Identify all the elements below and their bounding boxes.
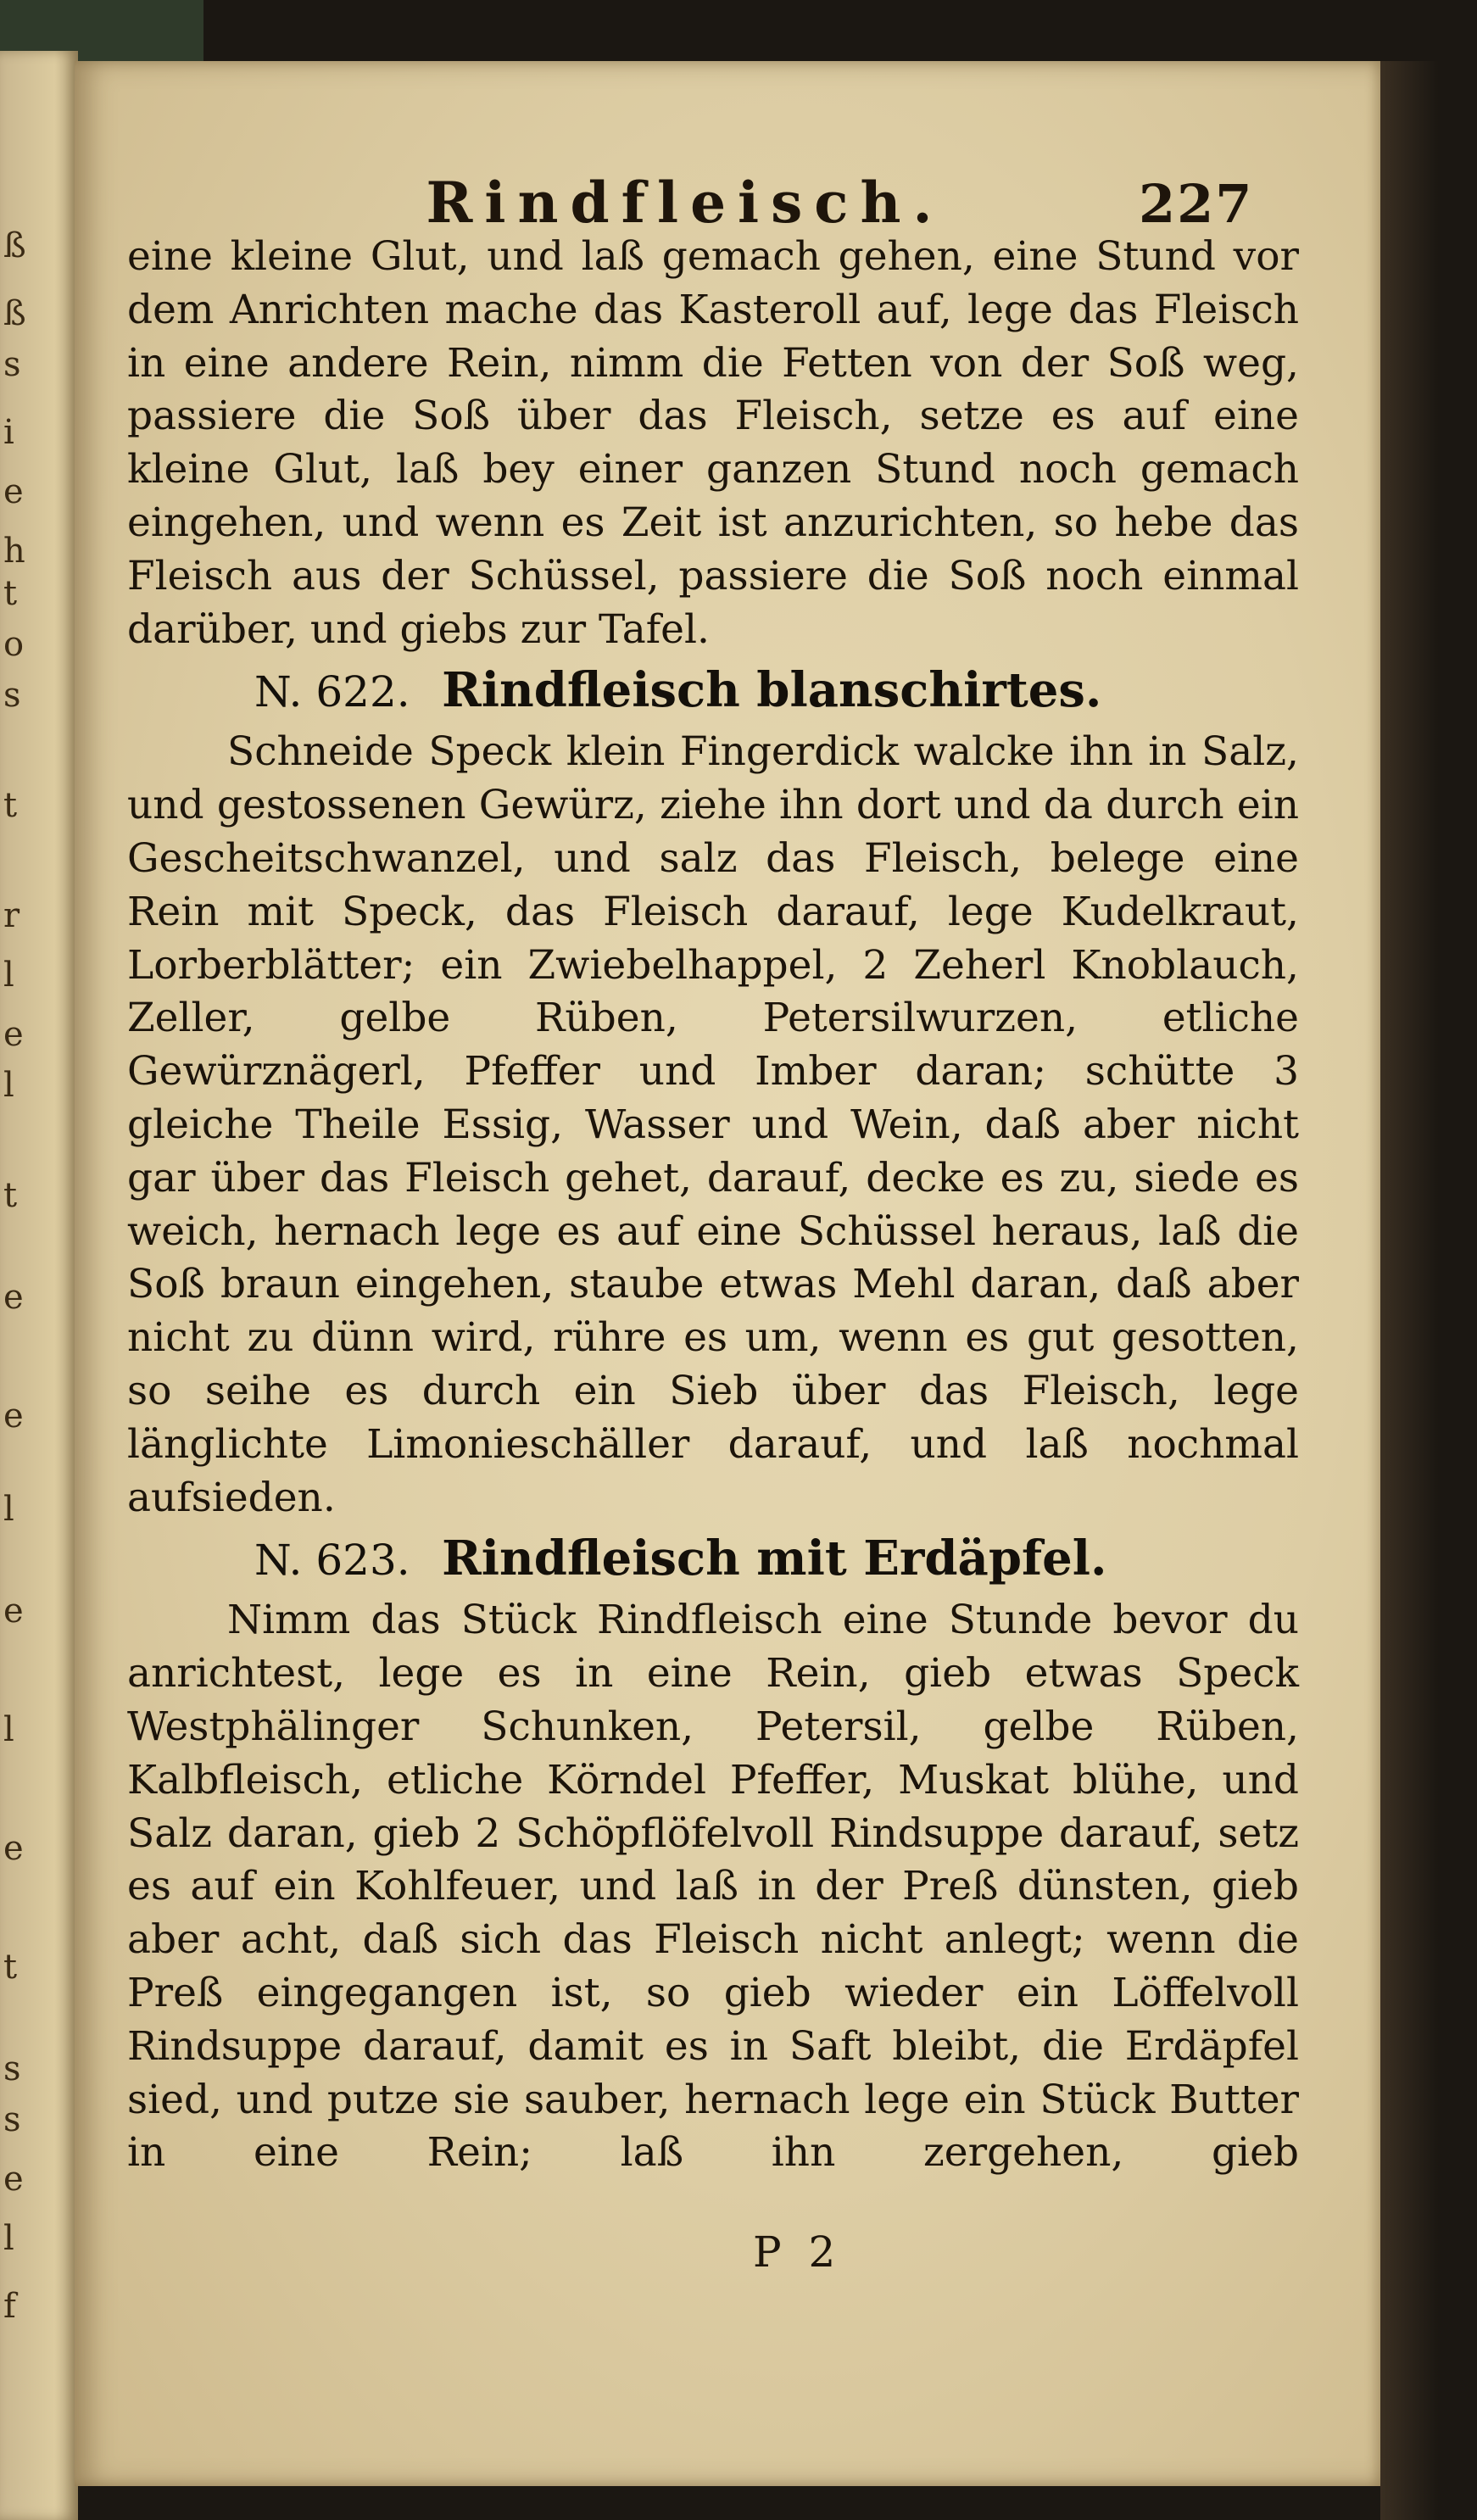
recipe-heading-622 bbox=[127, 656, 1299, 726]
recipe-paragraph-622: Schneide Speck klein Fingerdick walcke ihn in Salz, und gestossenen Gewürz, ziehe ihn dort und da durch ein Gescheitschwanzel, und salz das Fleisch, belege eine Rein mit Speck, das Fleisch darauf, lege Kudelkraut, Lorberblätter; ein Zwiebelhappel, 2 Zeherl Knoblauch, Zeller, gelbe Rüben, Petersilwurzen, etliche Gewürznägerl, Pfeffer und Imber daran; schütte 3 gleiche Theile Essig, Wasser und Wein, daß aber nicht gar über das Fleisch gehet, darauf, decke es zu, siede es weich, hernach lege es auf eine Schüssel heraus, laß die Soß braun eingehen, staube etwas Mehl daran, daß aber nicht zu dünn wird, rühre es um, wenn es gut gesotten, so seihe es durch ein Sieb über das Fleisch, lege länglichte Limonieschäller darauf, und laß nochmal aufsieden. bbox=[127, 728, 1299, 1521]
margin-glyph: t bbox=[3, 786, 18, 825]
margin-glyph: ß bbox=[3, 226, 26, 265]
recipe-heading-623 bbox=[127, 1525, 1299, 1594]
page-header bbox=[75, 112, 1380, 236]
margin-glyph: r bbox=[3, 896, 20, 935]
margin-glyph: e bbox=[3, 1397, 24, 1436]
margin-glyph: l bbox=[3, 956, 14, 995]
margin-glyph: e bbox=[3, 1278, 24, 1317]
margin-glyph: s bbox=[3, 2049, 21, 2088]
recipe-number: N. 622. bbox=[254, 667, 410, 717]
scan-background-right bbox=[1380, 61, 1477, 2520]
margin-glyph: f bbox=[3, 2287, 16, 2326]
previous-page-edge bbox=[0, 51, 78, 2520]
recipe-paragraph-623: Nimm das Stück Rindfleisch eine Stunde bevor du anrichtest, lege es in eine Rein, gieb etwas Speck Westphälinger Schunken, Petersil, gelbe Rüben, Kalbfleisch, etliche Körndel Pfeffer, Muskat blühe, und Salz daran, gieb 2 Schöpflöfelvoll Rindsuppe darauf, setz es auf ein Kohlfeuer, und laß in der Preß dünsten, gieb aber acht, daß sich das Fleisch nicht anlegt; wenn die Preß eingegangen ist, so gieb wieder ein Löffelvoll Rindsuppe darauf, damit es in Saft bleibt, die Erdäpfel sied, und putze sie sauber, hernach lege ein Stück Butter in eine Rein; laß ihn zergehen, gieb bbox=[127, 1597, 1299, 2177]
margin-glyph: t bbox=[3, 1948, 18, 1987]
margin-glyph: e bbox=[3, 1015, 24, 1054]
margin-glyph: l bbox=[3, 1710, 14, 1749]
margin-glyph: e bbox=[3, 1592, 24, 1631]
margin-glyph: l bbox=[3, 1066, 14, 1105]
signature-mark: P 2 bbox=[753, 2227, 843, 2277]
margin-glyph: t bbox=[3, 1176, 18, 1215]
book-page bbox=[75, 61, 1380, 2486]
margin-glyph: h bbox=[3, 532, 25, 571]
margin-glyph: t bbox=[3, 574, 18, 613]
margin-glyph: i bbox=[3, 413, 14, 452]
margin-glyph: o bbox=[3, 625, 25, 664]
margin-glyph: ß bbox=[3, 294, 26, 333]
page-number: 227 bbox=[1139, 173, 1254, 235]
margin-glyph: e bbox=[3, 472, 24, 511]
margin-glyph: l bbox=[3, 1490, 14, 1529]
recipe-title: Rindfleisch mit Erdäpfel. bbox=[442, 1530, 1107, 1587]
continuation-paragraph: eine kleine Glut, und laß gemach gehen, eine Stund vor dem Anrichten mache das Kasteroll auf, lege das Fleisch in eine andere Rein, nimm die Fetten von der Soß weg, passiere die Soß über das Fleisch, setze es auf eine kleine Glut, laß bey einer ganzen Stund noch gemach eingehen, und wenn es Zeit ist anzurichten, so hebe das Fleisch aus der Schüssel, passiere die Soß noch einmal darüber, und giebs zur Tafel. bbox=[127, 233, 1299, 653]
running-head: Rindfleisch. bbox=[426, 170, 945, 236]
margin-glyph: e bbox=[3, 2160, 24, 2199]
margin-glyph: s bbox=[3, 676, 21, 715]
margin-glyph: s bbox=[3, 2100, 21, 2139]
recipe-number: N. 623. bbox=[254, 1536, 410, 1586]
margin-glyph: e bbox=[3, 1829, 24, 1868]
page-text bbox=[127, 231, 1299, 2180]
recipe-title: Rindfleisch blanschirtes. bbox=[442, 662, 1102, 719]
margin-glyph: l bbox=[3, 2219, 14, 2258]
margin-glyph: s bbox=[3, 345, 21, 384]
